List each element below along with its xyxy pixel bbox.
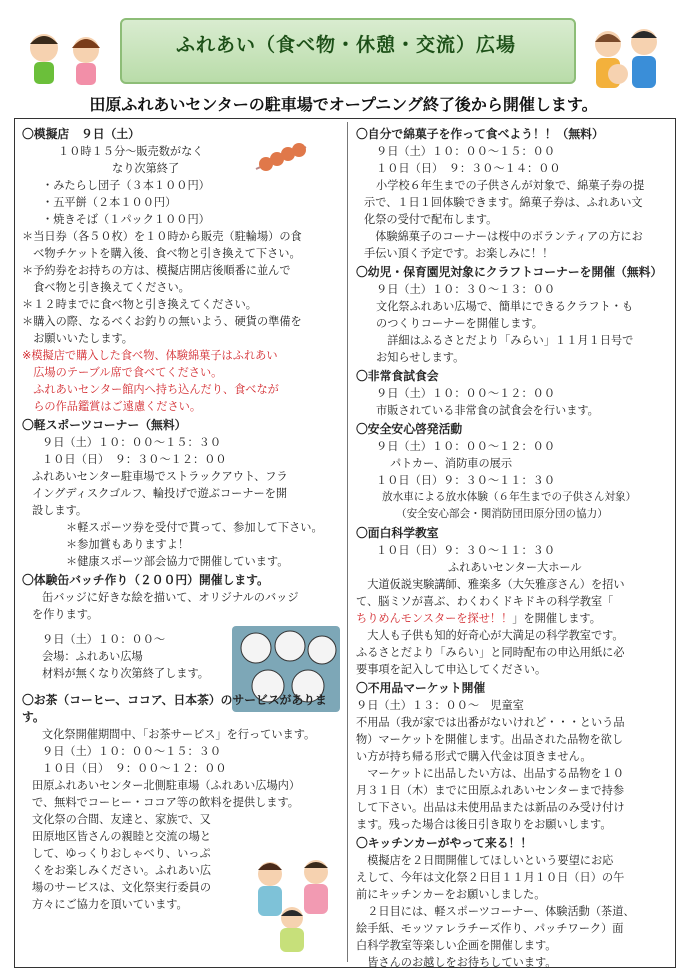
science-body: 」を開催します。: [512, 612, 601, 625]
badge-heading: 〇体験缶バッチ作り（２００円）開催します。: [22, 573, 269, 587]
moyoshi-note: ＊予約券をお持ちの方は、模擬店開店後順番に並んで: [22, 264, 291, 277]
market-body: マーケットに出品したい方は、出品する品物を１０: [356, 767, 624, 780]
sports-body: ふれあいセンター駐車場でストラックアウト、フラ: [32, 470, 288, 483]
children-illustration-left: [14, 28, 114, 92]
tea-body: 場のサービスは、文化祭実行委員の: [32, 881, 212, 894]
moyoshi-warning: 広場のテーブル席で食べてください。: [22, 366, 223, 379]
craft-heading: 〇幼児・保育園児対象にクラフトコーナーを開催（無料）: [356, 265, 663, 279]
cotton-date: １０日（日） ９：３０～１４：００: [376, 162, 561, 175]
badge-date: ９日（土）１０：００～: [42, 633, 166, 646]
emergency-body: 市販されている非常食の試食会を行います。: [376, 404, 599, 417]
cotton-body: 体験綿菓子のコーナーは桜中のボランティアの方にお: [364, 230, 643, 243]
cotton-body: 手伝い頂く予定です。お楽しみに！！: [364, 247, 554, 260]
craft-body: 詳細はふるさとだより「みらい」１１月１日号で: [376, 334, 634, 347]
tea-date: １０日（日） ９：００～１２：００: [42, 762, 227, 775]
tea-body: 田原地区皆さんの親睦と交流の場と: [32, 830, 212, 843]
safety-line: パトカー、消防車の展示: [390, 457, 513, 470]
kitchen-body: 絵手紙、モッツァレラチーズ作り、パッチワーク）面: [356, 922, 624, 935]
craft-body: のつくりコーナーを開催します。: [376, 317, 543, 330]
left-column: [22, 124, 344, 913]
sports-note: ＊軽スポーツ券を受付で貰って、参加して下さい。: [66, 521, 323, 534]
sports-body: イングディスクゴルフ、輪投げで遊ぶコーナーを開: [32, 487, 288, 500]
market-body: い方が持ち帰る形式で購入代金は頂きません。: [356, 750, 592, 763]
moyoshi-item: ・五平餅（２本１００円）: [42, 196, 177, 209]
tea-body: くをお楽しみください。ふれあい広: [32, 864, 212, 877]
family-illustration-right: [578, 22, 678, 102]
sports-heading: 〇軽スポーツコーナー（無料）: [22, 418, 187, 432]
craft-date: ９日（土）１０：３０～１３：００: [376, 283, 556, 296]
tea-body: で、無料でコーヒー・ココア等の飲料を提供します。: [32, 796, 299, 809]
badge-body: 缶バッジに好きな絵を描いて、オリジナルのバッジ: [42, 591, 299, 604]
kitchen-body: 模擬店を２日間開催してほしいという要望にお応: [356, 854, 614, 867]
science-body: 大人も子供も知的好奇心が大満足の科学教室です。: [356, 629, 624, 642]
market-date: ９日（土）１３：００～ 児童室: [356, 699, 524, 712]
moyoshi-warning: ふれあいセンター館内へ持ち込んだり、食べなが: [22, 383, 279, 396]
column-divider: [347, 122, 348, 962]
cotton-body: 化祭の受付で配布します。: [364, 213, 498, 226]
market-body: 不用品（我が家では出番がないけれど・・・という品: [356, 716, 625, 729]
cotton-date: ９日（土）１０：００～１５：００: [376, 145, 556, 158]
safety-line: 放水車による放水体験（６年生までの子供さん対象）: [382, 491, 637, 503]
cotton-body: 小学校６年生までの子供さんが対象で、綿菓子券の提: [376, 179, 645, 192]
sports-body: 設します。: [32, 504, 88, 517]
science-heading: 〇面白科学教室: [356, 526, 439, 540]
kitchen-body: 前にキッチンカーをお願いしました。: [356, 888, 546, 901]
sports-note: ＊参加賞もありますよ！: [66, 538, 190, 551]
tea-body: 方々にご協力を頂いています。: [32, 898, 188, 911]
moyoshi-item: ・焼きそば（１パック１００円）: [42, 213, 210, 226]
page-subtitle: 田原ふれあいセンターの駐車場でオープニング終了後から開催します。: [89, 95, 598, 114]
kitchen-body: ２日目には、軽スポーツコーナー、体験活動（茶道、: [356, 905, 635, 918]
market-body: ます。残った場合は後日引き取りをお願いします。: [356, 818, 612, 831]
tea-body: して、ゆっくりおしゃべり、いっぷ: [32, 847, 211, 860]
sports-note: ＊健康スポーツ部会協力で開催しています。: [66, 555, 289, 568]
craft-body: お知らせします。: [376, 351, 465, 364]
science-body: 大道仮説実験講師、雅楽多（大矢雅彦さん）を招い: [356, 578, 625, 591]
moyoshi-line: なり次第終了: [112, 162, 180, 175]
science-body: 要事項を記入して申込してください。: [356, 663, 547, 676]
kitchen-body: 白科学教室等楽しい企画を開催します。: [356, 939, 557, 952]
tea-body: 文化祭の合間、友達と、家族で、又: [32, 813, 211, 826]
science-body-line: [356, 610, 668, 627]
moyoshi-note: お願いいたします。: [22, 332, 133, 345]
moyoshi-note: べ物チケットを購入後、食べ物と引き換えて下さい。: [22, 247, 301, 260]
safety-heading: 〇安全安心啓発活動: [356, 422, 463, 436]
moyoshi-note: ＊当日券（各５０枚）を１０時から販売（駐輪場）の食: [22, 230, 302, 243]
science-date: １０日（日）９：３０～１１：３０: [376, 544, 556, 557]
emergency-heading: 〇非常食試食会: [356, 369, 439, 383]
badge-body: を作ります。: [32, 608, 99, 621]
emergency-date: ９日（土）１０：００～１２：００: [376, 387, 556, 400]
safety-line: （安全安心部会・関消防団田原分団の協力）: [396, 508, 608, 520]
kitchen-body: 皆さんのお越しをお待ちしています。: [356, 956, 557, 969]
cotton-heading: 〇自分で綿菓子を作って食べよう！！（無料）: [356, 127, 604, 141]
moyoshi-warning: らの作品鑑賞はご遠慮ください。: [22, 400, 202, 413]
sports-date: １０日（日） ９：３０～１２：００: [42, 453, 227, 466]
tea-intro: 文化祭開催期間中、「お茶サービス」を行っています。: [42, 728, 316, 741]
moyoshi-note: 食べ物と引き換えてください。: [22, 281, 190, 294]
moyoshi-item: ・みたらし団子（３本１００円）: [42, 179, 210, 192]
page-title: ふれあい（食べ物・休憩・交流）広場: [175, 34, 516, 56]
safety-date: ９日（土）１０：００～１２：００: [376, 440, 556, 453]
science-place: ふれあいセンター大ホール: [448, 561, 582, 574]
badge-note: 材料が無くなり次第終了します。: [42, 667, 209, 680]
kitchen-body: えして、今年は文化祭２日目１１月１０日（日）の午: [356, 871, 625, 884]
market-body: して下さい。出品は未使用品または新品のみ受け付け: [356, 801, 625, 814]
science-body: て、脳ミソが喜ぶ、わくわくドキドキの科学教室「: [356, 595, 614, 608]
moyoshi-warning: ※模擬店で購入した食べ物、体験綿菓子はふれあい: [22, 349, 278, 362]
moyoshi-heading: 〇模擬店 ９日（土）: [22, 127, 140, 141]
sports-date: ９日（土）１０：００～１５：３０: [42, 436, 222, 449]
safety-date: １０日（日）９：３０～１１：３０: [376, 474, 556, 487]
tea-heading: 〇お茶（コーヒー、ココア、日本茶）のサービスがあります。: [22, 693, 327, 724]
tea-date: ９日（土）１０：００～１５：３０: [42, 745, 222, 758]
science-program-title: ちりめんモンスターを探せ！！: [356, 612, 513, 625]
market-body: 物）マーケットを開催します。出品された品物を欲し: [356, 733, 624, 746]
tea-body: 田原ふれあいセンター北側駐車場（ふれあい広場内）: [32, 779, 301, 792]
moyoshi-note: ＊１２時までに食べ物と引き換えてください。: [22, 298, 257, 311]
cotton-body: 示で、１日１回体験できます。綿菓子券は、ふれあい文: [364, 196, 643, 209]
market-heading: 〇不用品マーケット開催: [356, 681, 486, 695]
market-body: 月３１日（木）までに田原ふれあいセンターまで持参: [356, 784, 625, 797]
kitchen-heading: 〇キッチンカーがやって来る！！: [356, 836, 533, 850]
science-body: ふるさとだより「みらい」と同時配布の申込用紙に必: [356, 646, 625, 659]
badge-place: 会場：ふれあい広場: [42, 650, 143, 663]
moyoshi-note: ＊購入の際、なるべくお釣りの無いよう、硬貨の準備を: [22, 315, 302, 328]
moyoshi-line: １０時１５分～販売数がなく: [58, 145, 204, 158]
science-body-line: [356, 593, 668, 610]
right-column: [356, 124, 668, 971]
craft-body: 文化祭ふれあい広場で、簡単にできるクラフト・も: [376, 300, 634, 313]
